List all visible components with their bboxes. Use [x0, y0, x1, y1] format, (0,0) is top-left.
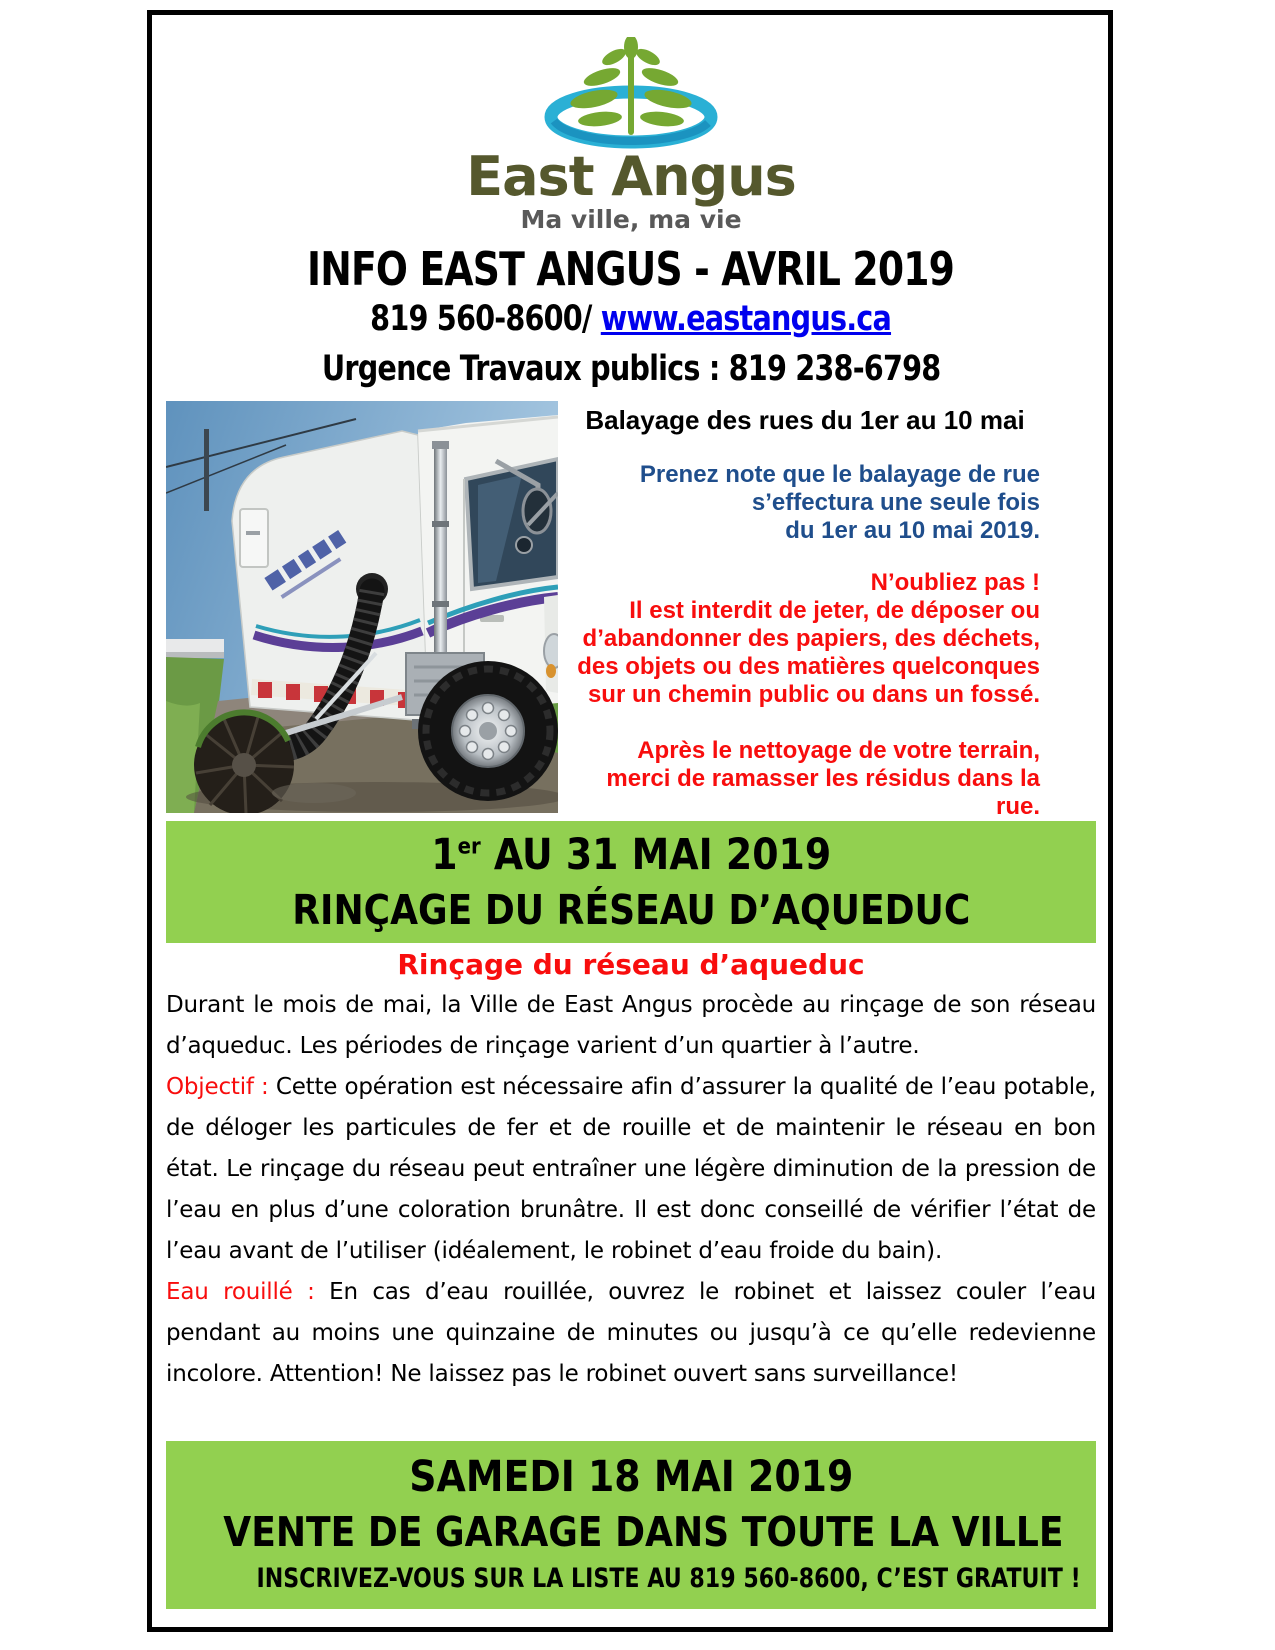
phone-number: 819 560-8600/	[370, 299, 602, 339]
front-wheel	[418, 661, 558, 801]
logo-tagline: Ma ville, ma vie	[520, 205, 742, 234]
east-angus-logo	[166, 37, 1096, 235]
reminder-line: des objets ou des matières quelconques	[577, 653, 1040, 680]
garage-sale-title: VENTE DE GARAGE DANS TOUTE LA VILLE	[223, 1508, 1064, 1556]
sweeping-notes	[570, 401, 1096, 821]
reminder-line: d’abandonner des papiers, des déchets,	[582, 625, 1040, 652]
website-link[interactable]: www.eastangus.ca	[601, 299, 892, 339]
eau-rouille-label: Eau rouillé :	[166, 1279, 315, 1305]
note-line: Prenez note que le balayage de rue	[639, 461, 1040, 488]
contact-line	[166, 295, 1096, 343]
paragraph-eau-rouille: Eau rouillé : En cas d’eau rouillée, ouvrez le robinet et laissez couler l’eau pendant au moins une quinzaine de minutes ou jusqu’à ce qu’elle redevienne incolore. Attention! Ne laissez pas le robinet ouvert sans surveillance!	[166, 1279, 1096, 1387]
street-sweeper-photo	[166, 401, 558, 813]
newsletter-page	[147, 10, 1113, 1632]
reminder-line: sur un chemin public ou dans un fossé.	[587, 681, 1040, 708]
masthead	[166, 37, 1096, 393]
sweeping-reminder	[570, 569, 1040, 709]
logo-wordmark: East Angus	[466, 145, 796, 208]
emergency-line: Urgence Travaux publics : 819 238-6798	[321, 349, 941, 389]
tree-swoosh-icon	[526, 37, 736, 149]
garage-sale-signup: INSCRIVEZ-VOUS SUR LA LISTE AU 819 560-8600, C’EST GRATUIT !	[256, 1563, 1081, 1594]
street-sweeper-illustration	[166, 401, 558, 813]
banner-rincage-title: RINÇAGE DU RÉSEAU D’AQUEDUC	[291, 886, 971, 934]
sweeping-heading: Balayage des rues du 1er au 10 mai	[585, 405, 1025, 435]
note-line: s’effectura une seule fois	[751, 489, 1040, 516]
reminder-line: Il est interdit de jeter, de déposer ou	[629, 597, 1040, 624]
after-line: merci de ramasser les résidus dans la rue.	[606, 765, 1040, 820]
rincage-body	[166, 985, 1096, 1395]
banner-rincage-date: 1er AU 31 MAI 2019	[431, 830, 831, 880]
ordinal-suffix: er	[457, 833, 481, 860]
reminder-title: N’oubliez pas !	[870, 569, 1040, 596]
paragraph-intro: Durant le mois de mai, la Ville de East Angus procède au rinçage de son réseau d’aqueduc. Les périodes de rinçage varient d’un quartier à l’autre.	[166, 992, 1096, 1059]
garage-sale-date: SAMEDI 18 MAI 2019	[408, 1452, 854, 1502]
note-line: du 1er au 10 mai 2019.	[785, 517, 1040, 544]
sweeping-after-note	[570, 737, 1040, 821]
banner-rincage	[166, 821, 1096, 943]
objectif-label: Objectif :	[166, 1074, 269, 1100]
newsletter-title: INFO EAST ANGUS - AVRIL 2019	[307, 242, 955, 296]
street-sweeping-section	[166, 401, 1096, 821]
paragraph-objectif: Objectif : Cette opération est nécessaire afin d’assurer la qualité de l’eau potable, de déloger les particules de fer et de rouille et de maintenir le réseau en bon état. Le rinçage du réseau peut entraîner une légère diminution de la pression de l’eau en plus d’une coloration brunâtre. Il est donc conseillé de vérifier l’état de l’eau avant de l’utiliser (idéalement, le robinet d’eau froide du bain).	[166, 1074, 1096, 1264]
banner-garage-sale	[166, 1441, 1096, 1609]
sweeping-blue-note	[570, 461, 1040, 545]
after-line: Après le nettoyage de votre terrain,	[637, 737, 1040, 764]
rincage-subtitle: Rinçage du réseau d’aqueduc	[397, 948, 865, 981]
tree-icon	[569, 37, 693, 135]
